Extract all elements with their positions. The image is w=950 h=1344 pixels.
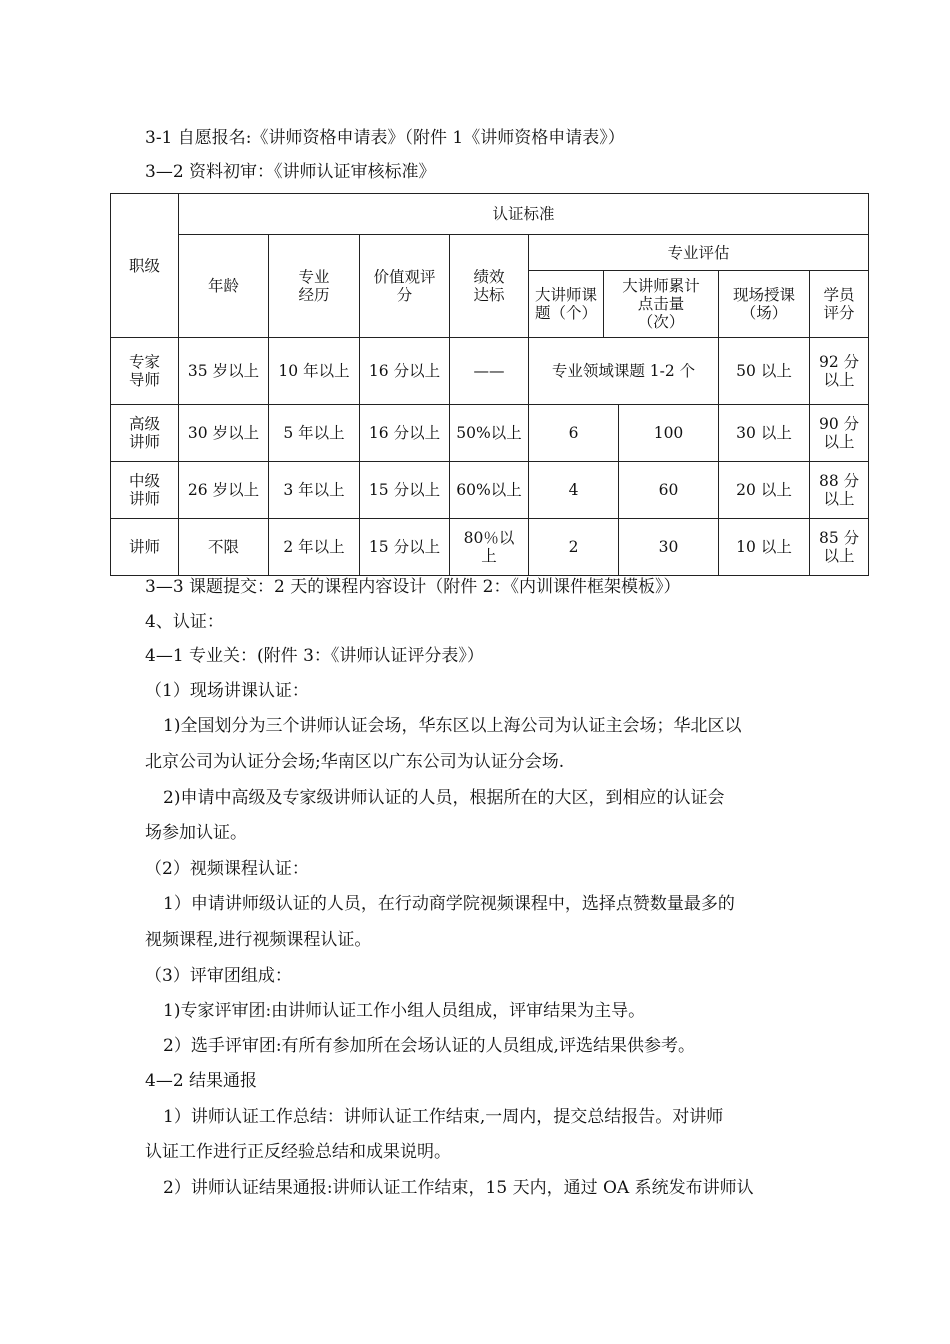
certification-standards-table [110, 193, 869, 576]
cell-values: 16 分以上 [360, 338, 450, 405]
cell-topics: 4 [529, 462, 619, 519]
cell-live: 10 以上 [719, 519, 810, 576]
cell-rating: 88 分 以上 [810, 462, 869, 519]
cell-rating: 92 分 以上 [810, 338, 869, 405]
text-line-13: 视频课程,进行视频课程认证。 [145, 930, 372, 950]
text-line-18: 1）讲师认证工作总结：讲师认证工作结束,一周内，提交总结报告。对讲师 [163, 1107, 724, 1127]
header-student-rating: 学员 评分 [810, 271, 869, 338]
cell-values: 15 分以上 [360, 519, 450, 576]
cell-level: 专家 导师 [111, 338, 179, 405]
table-header-row-2 [111, 235, 869, 271]
table-header-row-1 [111, 194, 869, 235]
header-clicks: 大讲师累计 点击量 （次） [604, 271, 719, 338]
header-professional-eval: 专业评估 [529, 235, 869, 271]
cell-performance: 80％以 上 [450, 519, 529, 576]
cell-values: 15 分以上 [360, 462, 450, 519]
header-values-score: 价值观评 分 [360, 235, 450, 338]
cell-rating: 85 分 以上 [810, 519, 869, 576]
text-line-12: 1）申请讲师级认证的人员，在行动商学院视频课程中，选择点赞数量最多的 [163, 894, 735, 914]
header-experience: 专业 经历 [269, 235, 360, 338]
table-row [111, 519, 869, 576]
text-line-5: 4—1 专业关：(附件 3：《讲师认证评分表》） [145, 646, 484, 666]
cell-age: 35 岁以上 [179, 338, 269, 405]
text-line-16: 2）选手评审团:有所有参加所在会场认证的人员组成,评选结果供参考。 [163, 1036, 695, 1056]
text-line-17: 4—2 结果通报 [145, 1071, 258, 1091]
header-topics: 大讲师课 题（个） [529, 271, 604, 338]
text-line-8: 北京公司为认证分会场;华南区以广东公司为认证分会场. [145, 752, 565, 772]
cell-experience: 2 年以上 [269, 519, 360, 576]
cell-age: 不限 [179, 519, 269, 576]
cell-level: 中级 讲师 [111, 462, 179, 519]
header-live-lectures: 现场授课 （场） [719, 271, 810, 338]
text-line-20: 2）讲师认证结果通报:讲师认证工作结束，15 天内，通过 OA 系统发布讲师认 [163, 1178, 754, 1198]
header-age: 年龄 [179, 235, 269, 338]
cell-experience: 3 年以上 [269, 462, 360, 519]
cell-clicks: 30 [619, 519, 719, 576]
text-line-19: 认证工作进行正反经验总结和成果说明。 [145, 1142, 451, 1162]
cell-performance: —— [450, 338, 529, 405]
text-line-14: （3）评审团组成： [145, 966, 292, 986]
text-line-9: 2)申请中高级及专家级讲师认证的人员，根据所在的大区，到相应的认证会 [163, 788, 725, 808]
header-performance: 绩效 达标 [450, 235, 529, 338]
cell-rating: 90 分 以上 [810, 405, 869, 462]
text-line-3: 3—3 课题提交：2 天的课程内容设计（附件 2：《内训课件框架模板》） [145, 577, 681, 597]
cell-clicks: 60 [619, 462, 719, 519]
cell-level: 讲师 [111, 519, 179, 576]
text-line-1: 3-1 自愿报名:《讲师资格申请表》（附件 1《讲师资格申请表》） [145, 128, 625, 148]
text-line-4: 4、认证： [145, 612, 224, 632]
text-line-6: （1）现场讲课认证： [145, 681, 309, 701]
cell-age: 30 岁以上 [179, 405, 269, 462]
cell-topics-merged: 专业领域课题 1-2 个 [529, 338, 719, 405]
header-level: 职级 [111, 194, 179, 338]
cell-experience: 5 年以上 [269, 405, 360, 462]
text-line-11: （2）视频课程认证： [145, 859, 309, 879]
cell-experience: 10 年以上 [269, 338, 360, 405]
table-row [111, 462, 869, 519]
cell-live: 50 以上 [719, 338, 810, 405]
cell-age: 26 岁以上 [179, 462, 269, 519]
cell-live: 30 以上 [719, 405, 810, 462]
cell-topics: 2 [529, 519, 619, 576]
text-line-15: 1)专家评审团:由讲师认证工作小组人员组成，评审结果为主导。 [163, 1001, 646, 1021]
cell-performance: 60%以上 [450, 462, 529, 519]
cell-performance: 50%以上 [450, 405, 529, 462]
cell-values: 16 分以上 [360, 405, 450, 462]
table-row [111, 338, 869, 405]
cell-topics: 6 [529, 405, 619, 462]
table-row [111, 405, 869, 462]
text-line-7: 1)全国划分为三个讲师认证会场，华东区以上海公司为认证主会场；华北区以 [163, 716, 742, 736]
cell-level: 高级 讲师 [111, 405, 179, 462]
header-standard: 认证标准 [179, 194, 869, 235]
cell-live: 20 以上 [719, 462, 810, 519]
text-line-2: 3—2 资料初审：《讲师认证审核标准》 [145, 162, 436, 182]
text-line-10: 场参加认证。 [145, 823, 247, 843]
cell-clicks: 100 [619, 405, 719, 462]
